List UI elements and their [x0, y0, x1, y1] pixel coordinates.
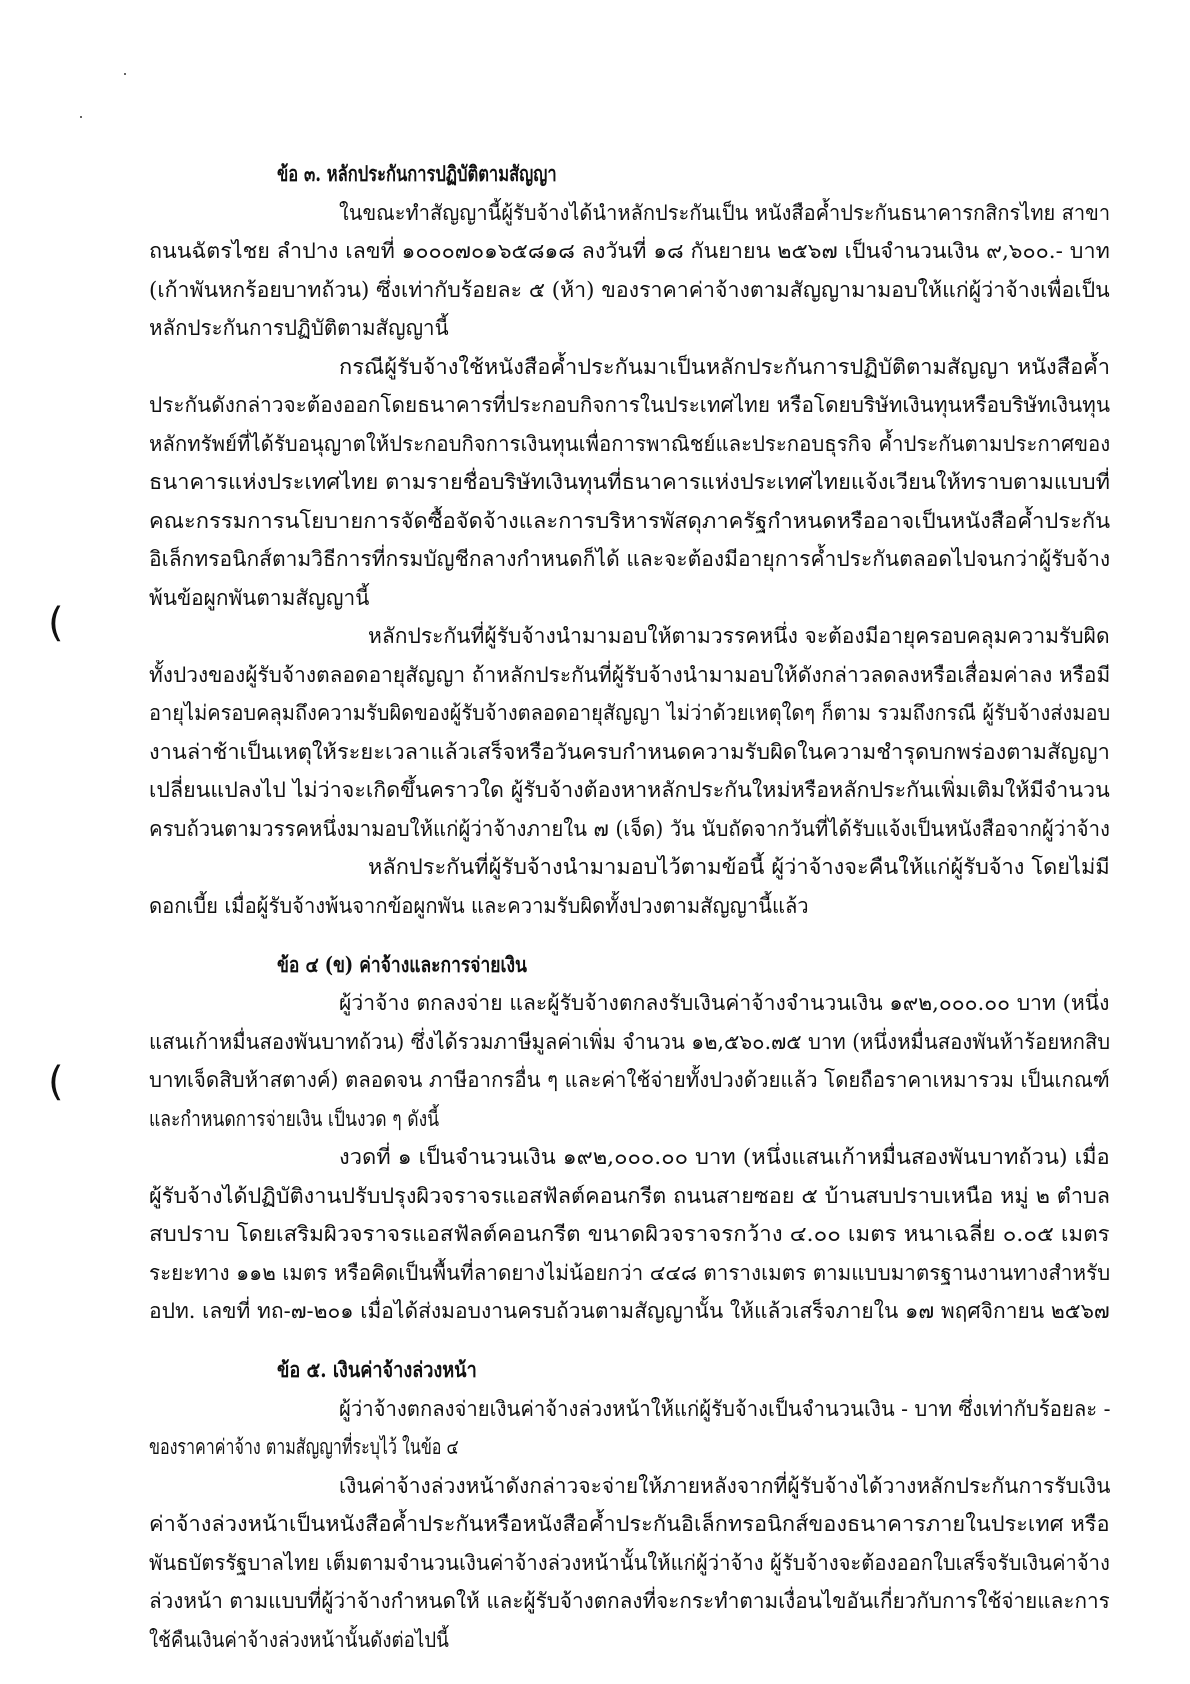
- text-line: ถนนฉัตรไชย ลำปาง เลขที่ ๑๐๐๐๗๐๑๖๕๘๑๘ ลงวันที่ ๑๘ กันยายน ๒๕๖๗ เป็นจำนวนเงิน ๙,๖๐๐.- บาท: [149, 239, 1110, 263]
- text-line: อปท. เลขที่ ทถ-๗-๒๐๑ เมื่อได้ส่งมอบงานครบถ้วนตามสัญญานั้น ให้แล้วเสร็จภายใน ๑๗ พฤศจิกายน ๒๕๖๗: [149, 1299, 1110, 1323]
- text-line: หลักประกันที่ผู้รับจ้างนำมามอบไว้ตามข้อนี้ ผู้ว่าจ้างจะคืนให้แก่ผู้รับจ้าง โดยไม่มี: [368, 855, 1110, 879]
- text-line: พ้นข้อผูกพันตามสัญญานี้: [149, 586, 370, 610]
- scan-speck: [80, 116, 82, 118]
- text-line: (เก้าพันหกร้อยบาทถ้วน) ซึ่งเท่ากับร้อยละ ๕ (ห้า) ของราคาค่าจ้างตามสัญญามามอบให้แก่ผู้ว่าจ้างเพื่อเป็น: [149, 278, 1110, 302]
- text-line: งานล่าช้าเป็นเหตุให้ระยะเวลาแล้วเสร็จหรือวันครบกำหนดความรับผิดในความชำรุดบกพร่องตามสัญญา: [149, 740, 1110, 764]
- text-line: ครบถ้วนตามวรรคหนึ่งมามอบให้แก่ผู้ว่าจ้างภายใน ๗ (เจ็ด) วัน นับถัดจากวันที่ได้รับแจ้งเป็นหนังสือจากผู้ว่าจ้าง: [149, 817, 1110, 841]
- text-line: อายุไม่ครอบคลุมถึงความรับผิดของผู้รับจ้างตลอดอายุสัญญา ไม่ว่าด้วยเหตุใดๆ ก็ตาม รวมถึงกรณี ผู้รับจ้างส่งมอบ: [149, 701, 1111, 725]
- text-line: ค่าจ้างล่วงหน้าเป็นหนังสือค้ำประกันหรือหนังสือค้ำประกันอิเล็กทรอนิกส์ของธนาคารภายในประเทศ หรือ: [149, 1512, 1110, 1536]
- text-line: หลักทรัพย์ที่ได้รับอนุญาตให้ประกอบกิจการเงินทุนเพื่อการพาณิชย์และประกอบธุรกิจ ค้ำประกันตามประกาศของ: [149, 432, 1111, 456]
- text-line: บาทเจ็ดสิบห้าสตางค์) ตลอดจน ภาษีอากรอื่น ๆ และค่าใช้จ่ายทั้งปวงด้วยแล้ว โดยถือราคาเหมารวม เป็นเกณฑ์: [149, 1068, 1110, 1092]
- binding-mark: (: [48, 1059, 64, 1105]
- text-line: ล่วงหน้า ตามแบบที่ผู้ว่าจ้างกำหนดให้ และผู้รับจ้างตกลงที่จะกระทำตามเงื่อนไขอันเกี่ยวกับการใช้จ่ายและการ: [149, 1589, 1110, 1613]
- text-line: คณะกรรมการนโยบายการจัดซื้อจัดจ้างและการบริหารพัสดุภาครัฐกำหนดหรืออาจเป็นหนังสือค้ำประกัน: [149, 509, 1111, 533]
- text-line: หลักประกันที่ผู้รับจ้างนำมามอบให้ตามวรรคหนึ่ง จะต้องมีอายุครอบคลุมความรับผิด: [368, 624, 1110, 648]
- text-line: พันธบัตรรัฐบาลไทย เต็มตามจำนวนเงินค่าจ้างล่วงหน้านั้นให้แก่ผู้ว่าจ้าง ผู้รับจ้างจะต้องออกใบเสร็จรับเงินค่าจ้าง: [149, 1551, 1110, 1575]
- text-line: อิเล็กทรอนิกส์ตามวิธีการที่กรมบัญชีกลางกำหนดก็ได้ และจะต้องมีอายุการค้ำประกันตลอดไปจนกว่าผู้รับจ้าง: [149, 547, 1111, 571]
- text-line: งวดที่ ๑ เป็นจำนวนเงิน ๑๙๒,๐๐๐.๐๐ บาท (หนึ่งแสนเก้าหมื่นสองพันบาทถ้วน) เมื่อ: [339, 1145, 1110, 1169]
- text-line: เงินค่าจ้างล่วงหน้าดังกล่าวจะจ่ายให้ภายหลังจากที่ผู้รับจ้างได้วางหลักประกันการรับเงิน: [339, 1474, 1111, 1498]
- section-heading: ข้อ ๓. หลักประกันการปฏิบัติตามสัญญา: [277, 161, 557, 186]
- text-line: หลักประกันการปฏิบัติตามสัญญานี้: [149, 316, 449, 340]
- text-line: ผู้รับจ้างได้ปฏิบัติงานปรับปรุงผิวจราจรแอสฟัลต์คอนกรีต ถนนสายซอย ๕ บ้านสบปราบเหนือ หมู่ ๒ ตำบล: [149, 1184, 1111, 1208]
- text-line: ในขณะทำสัญญานี้ผู้รับจ้างได้นำหลักประกันเป็น หนังสือค้ำประกันธนาคารกสิกรไทย สาขา: [339, 201, 1111, 225]
- text-line: กรณีผู้รับจ้างใช้หนังสือค้ำประกันมาเป็นหลักประกันการปฏิบัติตามสัญญา หนังสือค้ำ: [339, 355, 1111, 379]
- text-line: ธนาคารแห่งประเทศไทย ตามรายชื่อบริษัทเงินทุนที่ธนาคารแห่งประเทศไทยแจ้งเวียนให้ทราบตามแบบที่: [149, 470, 1110, 494]
- binding-mark: (: [48, 600, 64, 646]
- scan-speck: [124, 73, 126, 75]
- text-line: ผู้ว่าจ้างตกลงจ่ายเงินค่าจ้างล่วงหน้าให้แก่ผู้รับจ้างเป็นจำนวนเงิน - บาท ซึ่งเท่ากับร้อยละ -: [339, 1397, 1111, 1421]
- text-line: และกำหนดการจ่ายเงิน เป็นงวด ๆ ดังนี้: [149, 1107, 440, 1131]
- text-line: ดอกเบี้ย เมื่อผู้รับจ้างพ้นจากข้อผูกพัน และความรับผิดทั้งปวงตามสัญญานี้แล้ว: [149, 894, 809, 918]
- text-line: สบปราบ โดยเสริมผิวจราจรแอสฟัลต์คอนกรีต ขนาดผิวจราจรกว้าง ๔.๐๐ เมตร หนาเฉลี่ย ๐.๐๕ เมตร: [149, 1222, 1110, 1246]
- text-line: ทั้งปวงของผู้รับจ้างตลอดอายุสัญญา ถ้าหลักประกันที่ผู้รับจ้างนำมามอบให้ดังกล่าวลดลงหรือเสื่อมค่าลง หรือมี: [149, 663, 1111, 687]
- section-heading: ข้อ ๕. เงินค่าจ้างล่วงหน้า: [277, 1357, 477, 1382]
- text-line: แสนเก้าหมื่นสองพันบาทถ้วน) ซึ่งได้รวมภาษีมูลค่าเพิ่ม จำนวน ๑๒,๕๖๐.๗๕ บาท (หนึ่งหมื่นสองพันห้าร้อยหกสิบ: [149, 1030, 1111, 1054]
- text-line: เปลี่ยนแปลงไป ไม่ว่าจะเกิดขึ้นคราวใด ผู้รับจ้างต้องหาหลักประกันใหม่หรือหลักประกันเพิ่มเติมให้มีจำนวน: [149, 778, 1110, 802]
- text-line: ผู้ว่าจ้าง ตกลงจ่าย และผู้รับจ้างตกลงรับเงินค่าจ้างจำนวนเงิน ๑๙๒,๐๐๐.๐๐ บาท (หนึ่ง: [339, 991, 1110, 1015]
- text-line: ใช้คืนเงินค่าจ้างล่วงหน้านั้นดังต่อไปนี้: [149, 1628, 449, 1652]
- text-line: ประกันดังกล่าวจะต้องออกโดยธนาคารที่ประกอบกิจการในประเทศไทย หรือโดยบริษัทเงินทุนหรือบริษัทเงินทุน: [149, 393, 1111, 417]
- text-line: ระยะทาง ๑๑๒ เมตร หรือคิดเป็นพื้นที่ลาดยางไม่น้อยกว่า ๔๔๘ ตารางเมตร ตามแบบมาตรฐานงานทางสำหรับ: [149, 1261, 1111, 1285]
- text-line: ของราคาค่าจ้าง ตามสัญญาที่ระบุไว้ ในข้อ ๔: [149, 1435, 459, 1459]
- section-heading: ข้อ ๔ (ข) ค่าจ้างและการจ่ายเงิน: [277, 952, 527, 977]
